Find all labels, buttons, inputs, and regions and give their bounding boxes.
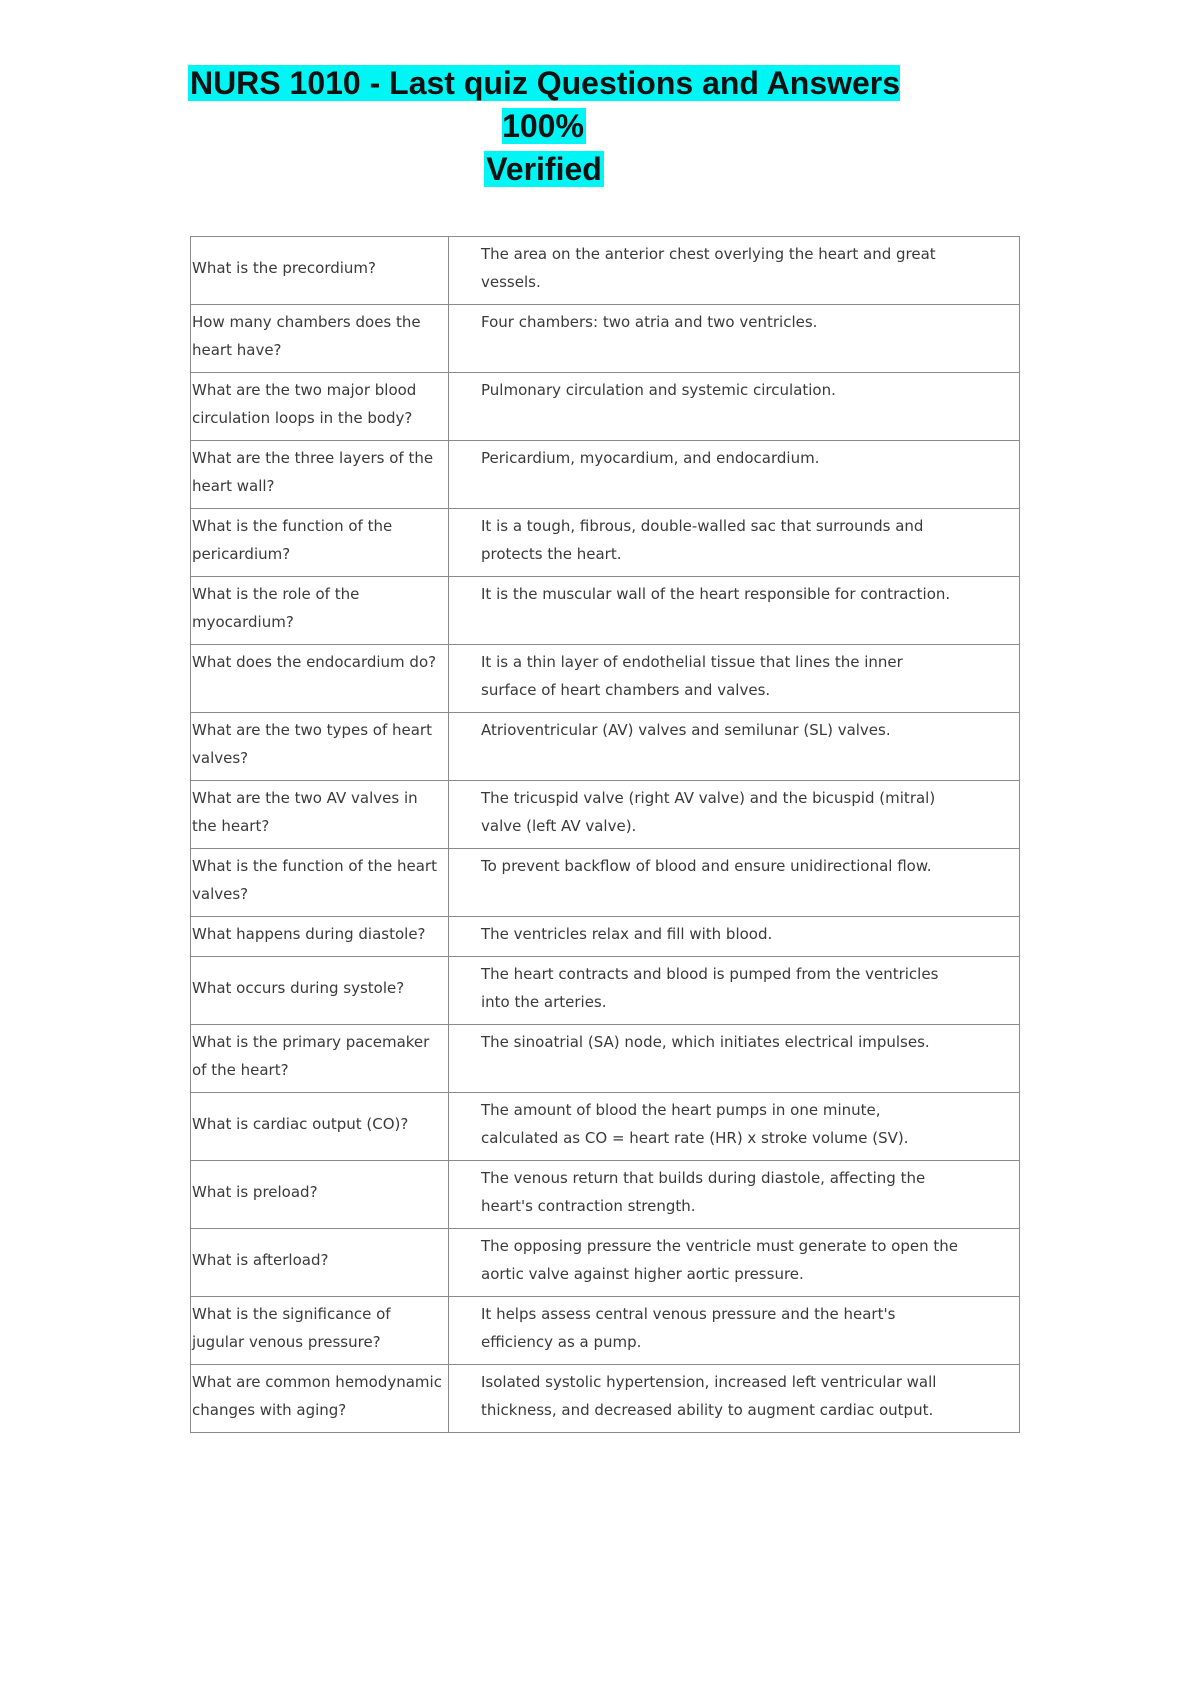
answer-cell: The sinoatrial (SA) node, which initiates electrical impulses. [449, 1025, 1020, 1093]
table-row [191, 1229, 1020, 1297]
question-cell: How many chambers does the heart have? [191, 305, 449, 373]
table-row [191, 1297, 1020, 1365]
question-cell: What is preload? [191, 1161, 449, 1229]
question-cell: What is the function of the heart valves? [191, 849, 449, 917]
title-line-1: NURS 1010 - Last quiz Questions and Answers 100% [189, 65, 901, 144]
question-cell: What occurs during systole? [191, 957, 449, 1025]
question-cell: What is the significance of jugular venous pressure? [191, 1297, 449, 1365]
answer-cell: It helps assess central venous pressure and the heart's efficiency as a pump. [449, 1297, 1020, 1365]
answer-cell: To prevent backflow of blood and ensure unidirectional flow. [449, 849, 1020, 917]
question-cell: What is cardiac output (CO)? [191, 1093, 449, 1161]
table-row [191, 781, 1020, 849]
table-row [191, 1025, 1020, 1093]
table-row [191, 1093, 1020, 1161]
table-row [191, 713, 1020, 781]
table-row [191, 373, 1020, 441]
table-row [191, 917, 1020, 957]
answer-cell: Pericardium, myocardium, and endocardium. [449, 441, 1020, 509]
answer-cell: The heart contracts and blood is pumped from the ventricles into the arteries. [449, 957, 1020, 1025]
answer-cell: The area on the anterior chest overlying the heart and great vessels. [449, 237, 1020, 305]
question-cell: What are the two major blood circulation loops in the body? [191, 373, 449, 441]
question-cell: What is the function of the pericardium? [191, 509, 449, 577]
answer-cell: The opposing pressure the ventricle must generate to open the aortic valve against higher aortic pressure. [449, 1229, 1020, 1297]
table-row [191, 509, 1020, 577]
answer-cell: The venous return that builds during diastole, affecting the heart's contraction strength. [449, 1161, 1020, 1229]
question-cell: What are the two types of heart valves? [191, 713, 449, 781]
answer-cell: It is a tough, fibrous, double-walled sac that surrounds and protects the heart. [449, 509, 1020, 577]
question-cell: What is the role of the myocardium? [191, 577, 449, 645]
answer-cell: Four chambers: two atria and two ventricles. [449, 305, 1020, 373]
table-row [191, 577, 1020, 645]
table-row [191, 441, 1020, 509]
table-row [191, 305, 1020, 373]
answer-cell: Atrioventricular (AV) valves and semilunar (SL) valves. [449, 713, 1020, 781]
question-cell: What is the precordium? [191, 237, 449, 305]
answer-cell: The amount of blood the heart pumps in one minute, calculated as CO = heart rate (HR) x stroke volume (SV). [449, 1093, 1020, 1161]
qa-table [190, 236, 1020, 1433]
question-cell: What is the primary pacemaker of the heart? [191, 1025, 449, 1093]
answer-cell: Isolated systolic hypertension, increased left ventricular wall thickness, and decreased ability to augment cardiac output. [449, 1365, 1020, 1433]
question-cell: What are common hemodynamic changes with aging? [191, 1365, 449, 1433]
table-row [191, 849, 1020, 917]
table-row [191, 1161, 1020, 1229]
question-cell: What are the two AV valves in the heart? [191, 781, 449, 849]
answer-cell: The tricuspid valve (right AV valve) and the bicuspid (mitral) valve (left AV valve). [449, 781, 1020, 849]
document-title [170, 62, 918, 191]
question-cell: What is afterload? [191, 1229, 449, 1297]
question-cell: What does the endocardium do? [191, 645, 449, 713]
question-cell: What happens during diastole? [191, 917, 449, 957]
answer-cell: The ventricles relax and fill with blood. [449, 917, 1020, 957]
table-row [191, 237, 1020, 305]
table-row [191, 1365, 1020, 1433]
answer-cell: It is the muscular wall of the heart responsible for contraction. [449, 577, 1020, 645]
answer-cell: Pulmonary circulation and systemic circulation. [449, 373, 1020, 441]
question-cell: What are the three layers of the heart wall? [191, 441, 449, 509]
title-line-2: Verified [486, 151, 602, 187]
answer-cell: It is a thin layer of endothelial tissue that lines the inner surface of heart chambers and valves. [449, 645, 1020, 713]
table-row [191, 957, 1020, 1025]
table-row [191, 645, 1020, 713]
